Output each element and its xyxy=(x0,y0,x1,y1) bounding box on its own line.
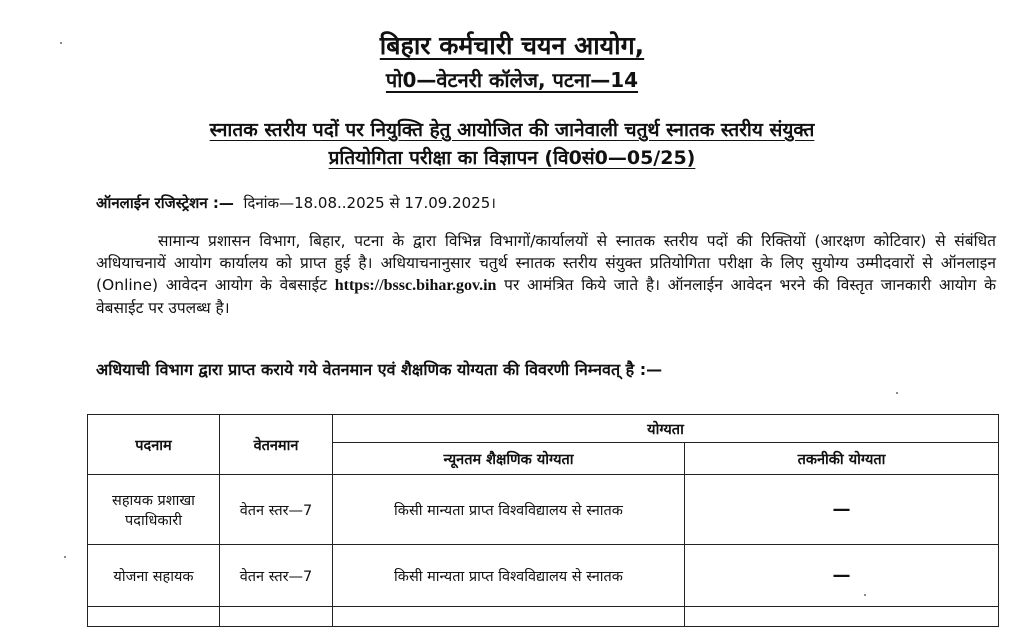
intro-paragraph xyxy=(96,230,996,319)
header-pay: वेतनमान xyxy=(220,415,333,475)
table-row xyxy=(88,475,999,545)
cell-min-education: किसी मान्यता प्राप्त विश्वविद्यालय से स्नातक xyxy=(333,545,685,607)
cell-technical: — xyxy=(685,475,999,545)
website-link[interactable]: https://bssc.bihar.gov.in xyxy=(334,277,497,294)
cell-min-education: किसी मान्यता प्राप्त विश्वविद्यालय से स्नातक xyxy=(333,475,685,545)
notice-title-line-1: स्नातक स्तरीय पदों पर नियुक्ति हेतु आयोजित की जानेवाली चतुर्थ स्नातक स्तरीय संयुक्त xyxy=(209,119,815,141)
qualification-table xyxy=(87,414,999,627)
table-intro-heading: अधियाची विभाग द्वारा प्राप्त कराये गये वेतनमान एवं शैक्षणिक योग्यता की विवरणी निम्नवत् है :— xyxy=(96,360,663,379)
scan-speck xyxy=(896,392,898,394)
header-qualification: योग्यता xyxy=(333,415,999,443)
header-min-education: न्यूनतम शैक्षणिक योग्यता xyxy=(333,443,685,475)
cell-pay: वेतन स्तर—7 xyxy=(220,545,333,607)
registration-line xyxy=(96,193,496,213)
table-row-cutoff xyxy=(88,607,999,627)
scan-speck xyxy=(60,42,62,44)
organization-address: पो0—वेटनरी कॉलेज, पटना—14 xyxy=(385,68,639,92)
cell-technical: — xyxy=(685,545,999,607)
notice-title-line-2: प्रतियोगिता परीक्षा का विज्ञापन (वि0सं0—05/25) xyxy=(328,147,696,169)
registration-label: ऑनलाईन रजिस्ट्रेशन :— xyxy=(96,194,234,212)
scan-speck xyxy=(64,556,66,558)
organization-name: बिहार कर्मचारी चयन आयोग, xyxy=(379,31,645,60)
scan-speck xyxy=(864,594,866,596)
cell-post: सहायक प्रशाखा पदाधिकारी xyxy=(88,475,220,545)
header-post: पदनाम xyxy=(88,415,220,475)
intro-text: सामान्य प्रशासन विभाग, बिहार, पटना के द्वारा विभिन्न विभागों/कार्यालयों से स्नातक स्तरीय पदों की रिक्तियों (आरक्षण कोटिवार) से संबंधित अधियाचनायें आयोग कार्यालय को प्राप्त हुई है। अधियाचनानुसार चतुर्थ स्नातक स्तरीय संयुक्त प्रतियोगिता परीक्षा के लिए सुयोग्य उम्मीदवारों से ऑनलाइन (Online) आवेदन आयोग के वेबसाईट xyxy=(96,232,996,294)
table-row xyxy=(88,545,999,607)
cell-post: योजना सहायक xyxy=(88,545,220,607)
cell-pay: वेतन स्तर—7 xyxy=(220,475,333,545)
header-technical: तकनीकी योग्यता xyxy=(685,443,999,475)
intro-text-end: पर आमंत्रित किये जाते है। ऑनलाईन आवेदन भरने की विस्तृत जानकारी आयोग के वेबसाईट पर उपलब्ध है। xyxy=(96,276,996,317)
registration-dates: दिनांक—18.08..2025 से 17.09.2025। xyxy=(243,194,496,212)
